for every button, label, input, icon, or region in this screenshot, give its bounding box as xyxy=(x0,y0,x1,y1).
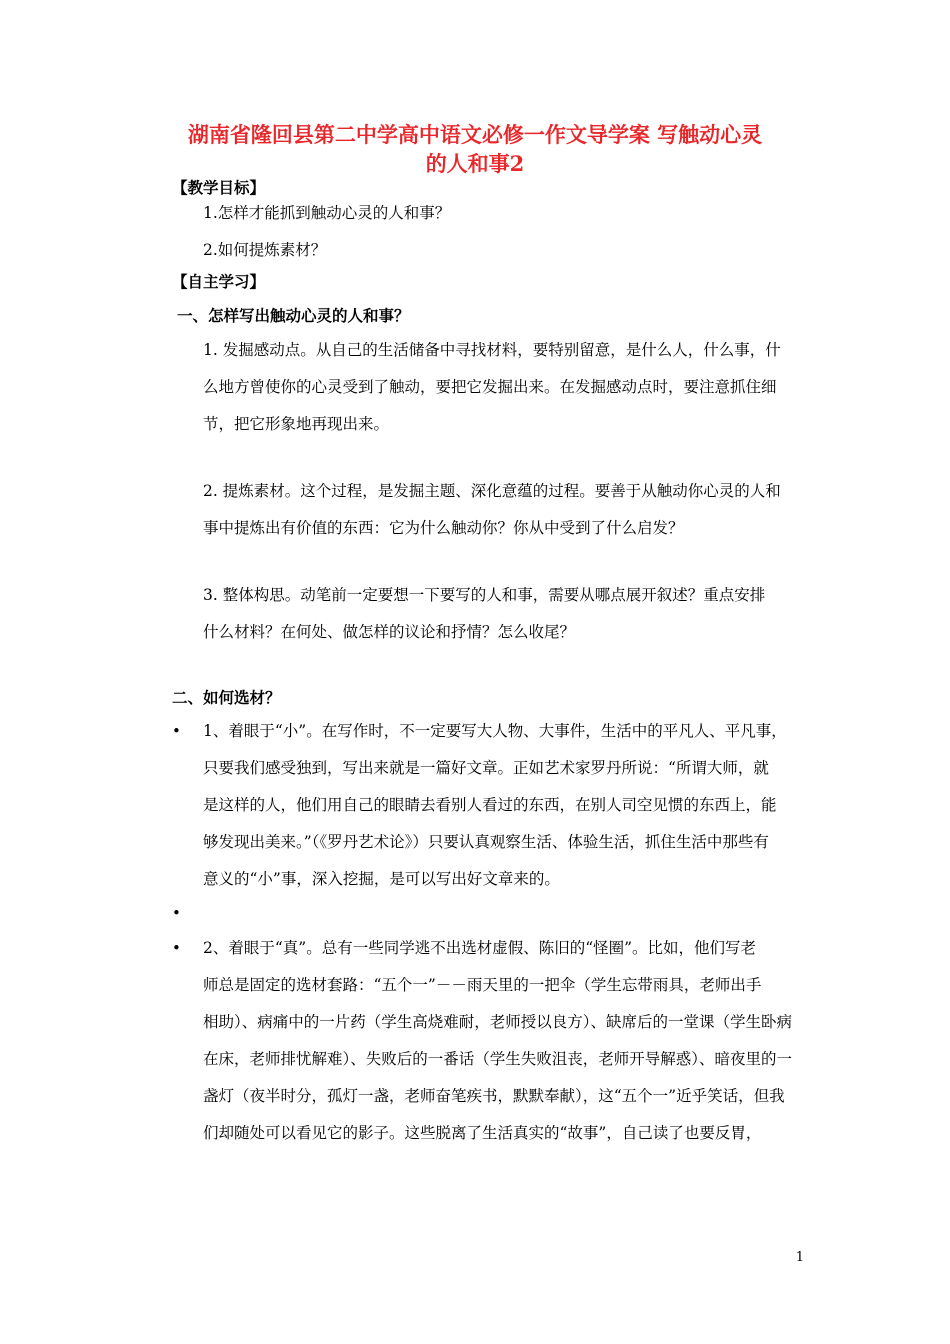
page-number-text: 1 xyxy=(795,1250,804,1265)
bullet-paragraph-line: 够发现出美来。”（《罗丹艺术论》）只要认真观察生活、体验生活，抓住生活中那些有 xyxy=(203,833,769,851)
bullet-paragraph-line: 师总是固定的选材套路：“五个一”－－雨天里的一把伞（学生忘带雨具，老师出手 xyxy=(203,976,762,994)
bullet-paragraph-line: 在床，老师排忧解难）、失败后的一番话（学生失败沮丧，老师开导解惑）、暗夜里的一 xyxy=(203,1050,793,1068)
self-study-heading: 【自主学习】 xyxy=(172,272,266,291)
paragraph-line: 什么材料？在何处、做怎样的议论和抒情？怎么收尾？ xyxy=(203,623,576,641)
part1-heading: 一、怎样写出触动心灵的人和事？ xyxy=(177,306,410,325)
paragraph-line: 么地方曾使你的心灵受到了触动，要把它发掘出来。在发掘感动点时，要注意抓住细 xyxy=(203,378,777,396)
bullet-paragraph-line: 2、着眼于“真”。总有一些同学逃不出选材虚假、陈旧的“怪圈”。比如，他们写老 xyxy=(203,939,757,957)
goal-item: 2.如何提炼素材？ xyxy=(203,241,327,259)
paragraph-line: 2. 提炼素材。这个过程，是发掘主题、深化意蕴的过程。要善于从触动你心灵的人和 xyxy=(203,482,781,500)
paragraph-line: 1. 发掘感动点。从自己的生活储备中寻找材料，要特别留意，是什么人，什么事，什 xyxy=(203,341,781,359)
bullet-icon: • xyxy=(172,722,181,740)
document-title-line-1: 湖南省隆回县第二中学高中语文必修一作文导学案 写触动心灵 xyxy=(187,122,763,147)
bullet-paragraph-line: 盏灯（夜半时分，孤灯一盏，老师奋笔疾书，默默奉献），这“五个一”近乎笑话，但我 xyxy=(203,1087,785,1105)
document-title-line-2: 的人和事2 xyxy=(425,151,525,176)
bullet-icon: • xyxy=(172,904,181,922)
bullet-paragraph-line: 们却随处可以看见它的影子。这些脱离了生活真实的“故事”，自己读了也要反胃， xyxy=(203,1124,762,1142)
paragraph-line: 3. 整体构思。动笔前一定要想一下要写的人和事，需要从哪点展开叙述？重点安排 xyxy=(203,586,766,604)
goals-heading: 【教学目标】 xyxy=(172,178,266,197)
page-number xyxy=(0,1250,950,1265)
paragraph-line: 节，把它形象地再现出来。 xyxy=(203,415,390,433)
bullet-icon: • xyxy=(172,939,181,957)
goal-item: 1.怎样才能抓到触动心灵的人和事？ xyxy=(203,204,451,222)
bullet-paragraph-line: 1、着眼于“小”。在写作时，不一定要写大人物、大事件，生活中的平凡人、平凡事， xyxy=(203,722,787,740)
bullet-paragraph-line: 只要我们感受独到，写出来就是一篇好文章。正如艺术家罗丹所说：“所谓大师，就 xyxy=(203,759,769,777)
bullet-paragraph-line: 相助）、病痛中的一片药（学生高烧难耐，老师授以良方）、缺席后的一堂课（学生卧病 xyxy=(203,1013,793,1031)
part2-heading: 二、如何选材？ xyxy=(172,688,281,707)
paragraph-line: 事中提炼出有价值的东西：它为什么触动你？你从中受到了什么启发？ xyxy=(203,519,684,537)
bullet-paragraph-line: 意义的“小”事，深入挖掘，是可以写出好文章来的。 xyxy=(203,870,560,888)
bullet-paragraph-line: 是这样的人，他们用自己的眼睛去看别人看过的东西，在别人司空见惯的东西上，能 xyxy=(203,796,777,814)
